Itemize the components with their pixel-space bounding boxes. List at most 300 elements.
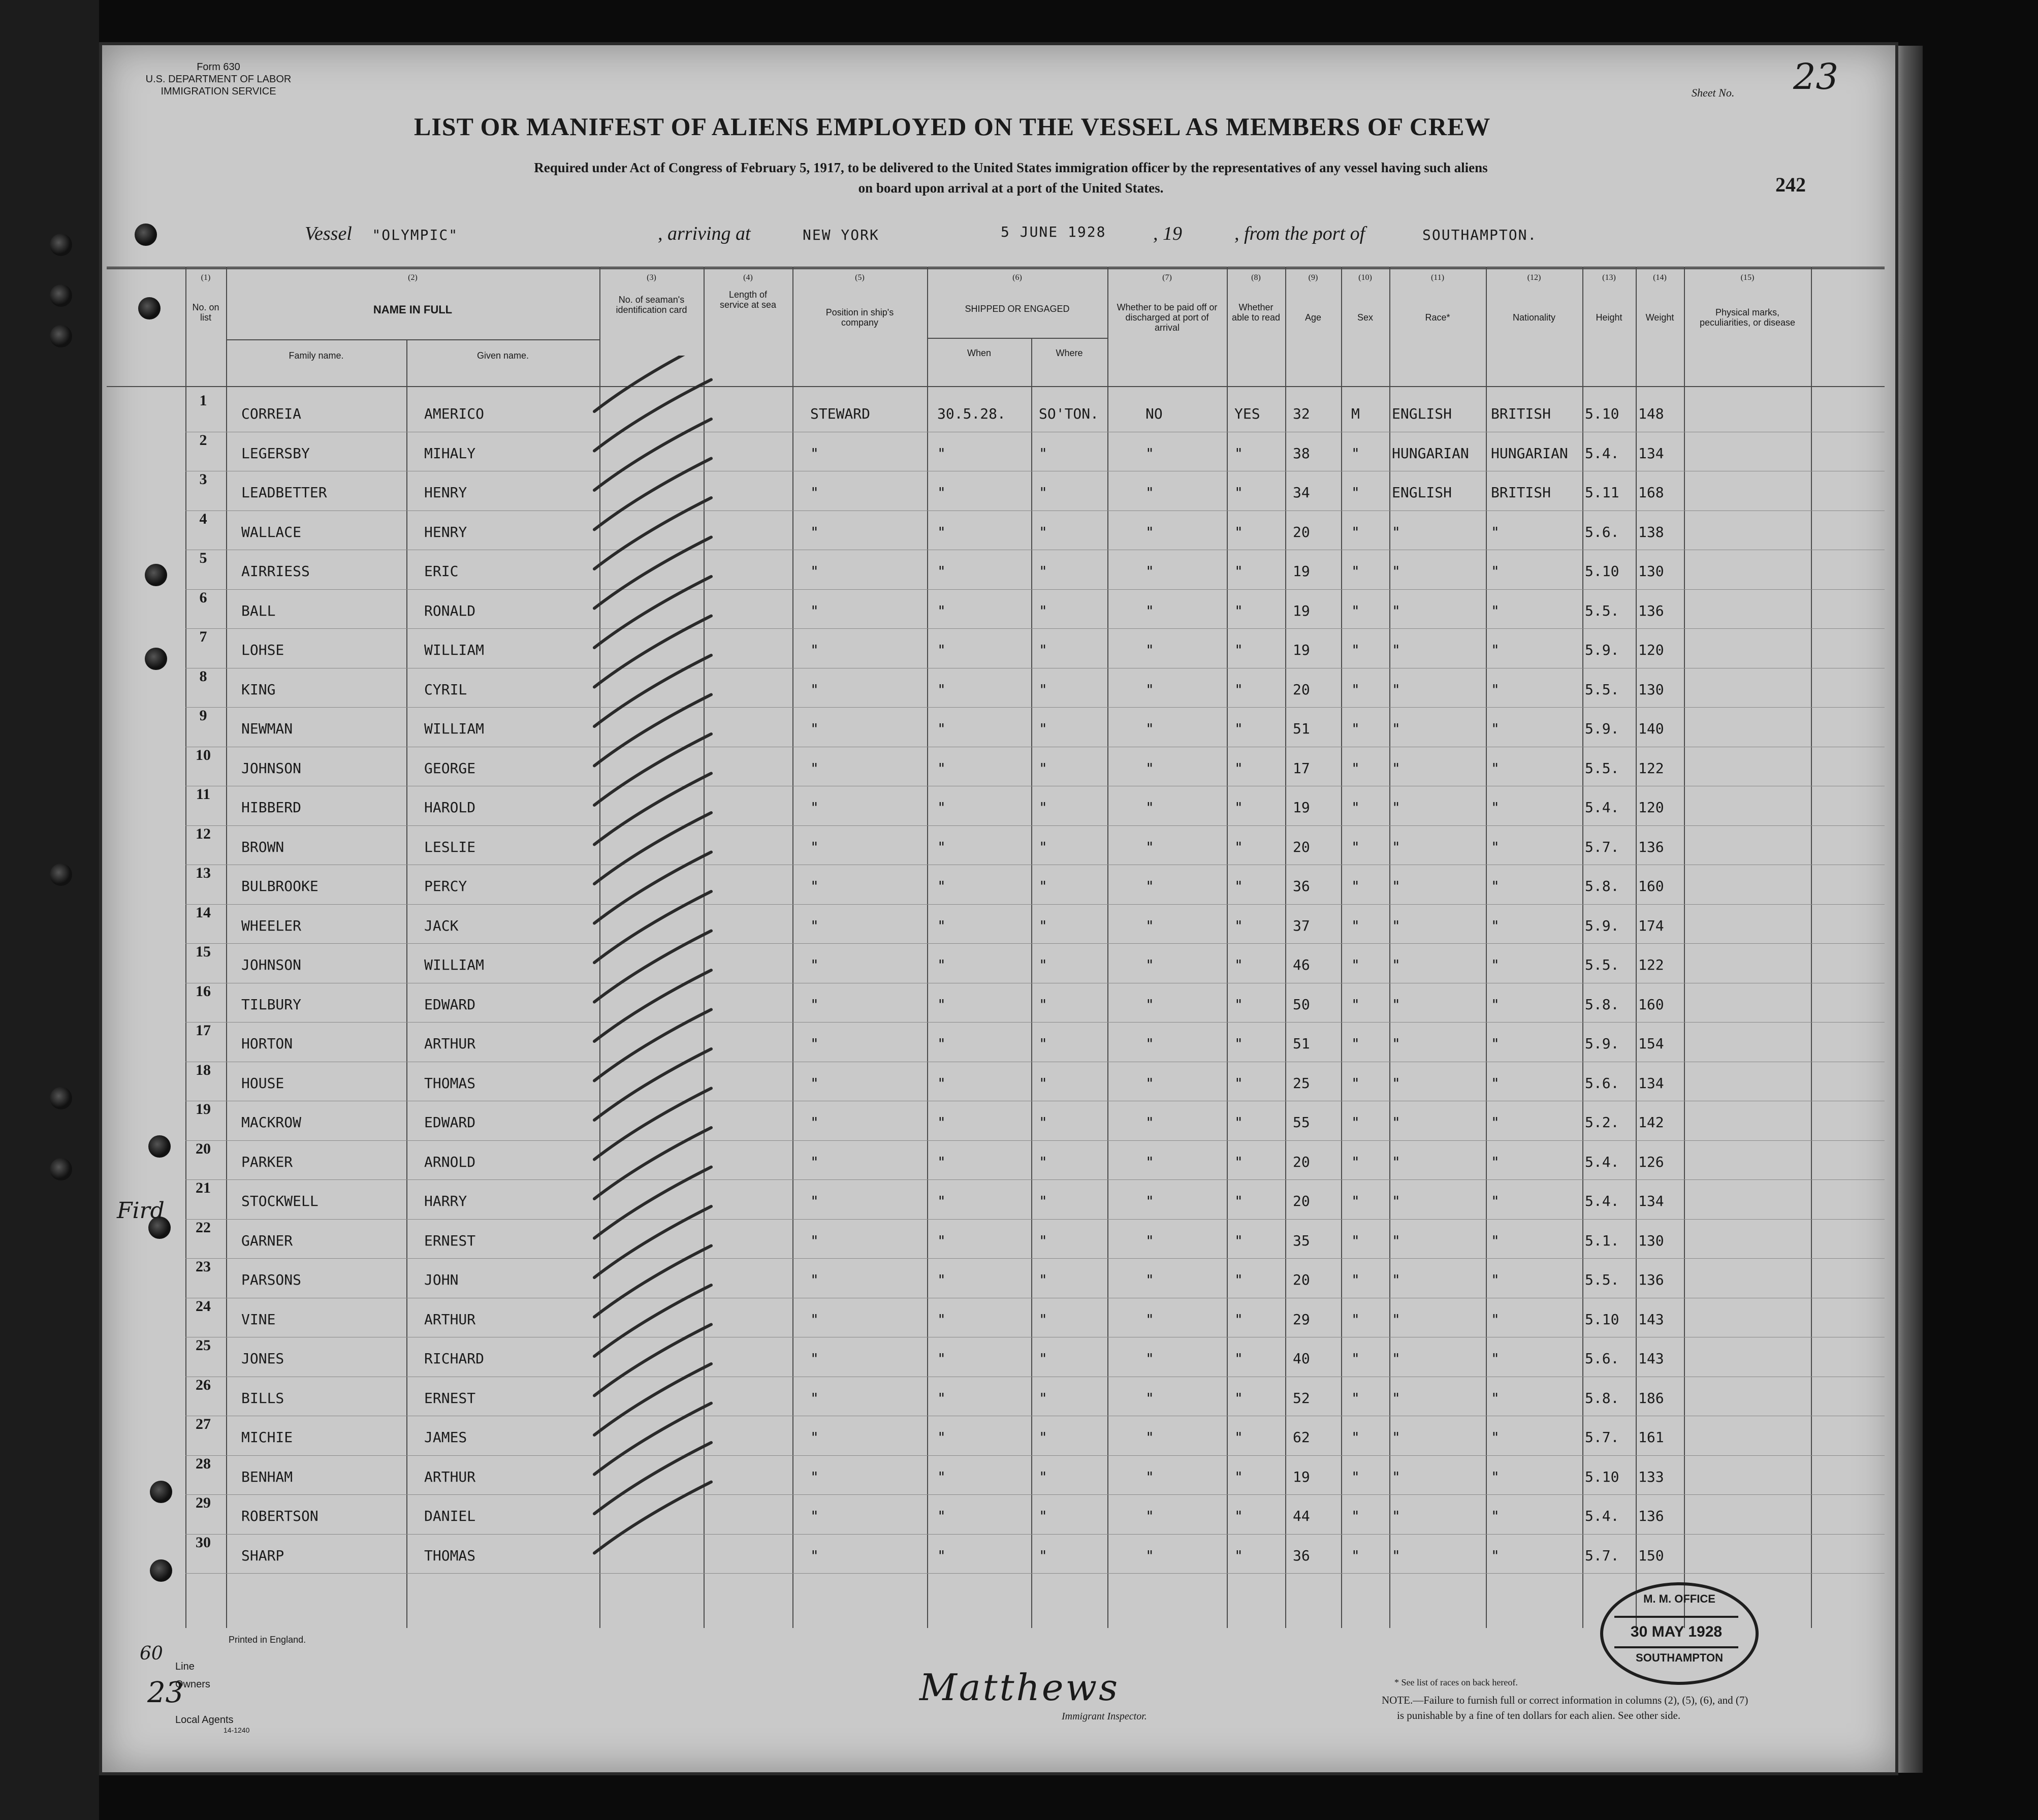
cell-when: " — [937, 1271, 946, 1288]
cell-age: 20 — [1293, 1153, 1310, 1170]
cell-position: " — [810, 563, 819, 580]
row-rule — [185, 1455, 1885, 1456]
cell-sex: " — [1351, 1311, 1360, 1328]
cell-weight: 120 — [1638, 799, 1664, 816]
cell-read: " — [1234, 1035, 1243, 1052]
cell-when: " — [937, 799, 946, 816]
col-head-paidoff: Whether to be paid off or discharged at port of arrival — [1117, 302, 1218, 333]
cell-family: HIBBERD — [241, 799, 302, 816]
cell-height: 5.9. — [1585, 917, 1619, 934]
cell-race: " — [1392, 1271, 1400, 1288]
cell-family: STOCKWELL — [241, 1193, 319, 1209]
cell-sex: " — [1351, 1153, 1360, 1170]
cell-height: 5.8. — [1585, 1389, 1619, 1407]
cell-nationality: " — [1491, 1311, 1500, 1328]
page-subtitle — [325, 157, 1697, 198]
cell-sex: " — [1351, 1547, 1360, 1564]
printed-in-note: Printed in England. — [229, 1635, 306, 1645]
cell-when: " — [937, 1350, 946, 1367]
cell-paid-off: " — [1145, 444, 1154, 462]
cell-nationality: BRITISH — [1491, 405, 1551, 422]
check-stroke — [594, 1443, 711, 1514]
cell-read: " — [1234, 1389, 1243, 1407]
cell-weight: 138 — [1638, 523, 1664, 540]
cell-when: " — [937, 917, 946, 934]
cell-nationality: " — [1491, 1468, 1500, 1485]
check-stroke — [594, 970, 711, 1041]
row-number: 7 — [199, 628, 207, 645]
row-rule — [185, 510, 1885, 511]
cell-given: HENRY — [424, 484, 467, 501]
subtitle-line-1: Required under Act of Congress of February 5, 1917, to be delivered to the United States immigration officer by the representatives of any vessel having such aliens — [534, 160, 1488, 175]
cell-given: JOHN — [424, 1271, 459, 1288]
binder-hole — [50, 1087, 72, 1109]
cell-sex: " — [1351, 1232, 1360, 1249]
col-head-read: Whether able to read — [1231, 302, 1281, 323]
cell-nationality: " — [1491, 523, 1500, 540]
cell-position: " — [810, 1153, 819, 1170]
cell-race: " — [1392, 838, 1400, 855]
cell-position: " — [810, 523, 819, 540]
cell-family: MICHIE — [241, 1429, 293, 1446]
check-stroke — [594, 1364, 711, 1435]
service-name: IMMIGRATION SERVICE — [161, 86, 276, 97]
cell-race: " — [1392, 563, 1400, 580]
cell-weight: 136 — [1638, 602, 1664, 619]
cell-height: 5.5. — [1585, 681, 1619, 698]
cell-when: " — [937, 956, 946, 973]
row-number: 29 — [196, 1494, 211, 1511]
cell-when: " — [937, 523, 946, 540]
cell-when: " — [937, 1547, 946, 1564]
cell-given: ARTHUR — [424, 1311, 476, 1328]
cell-given: LESLIE — [424, 838, 476, 855]
cell-paid-off: " — [1145, 1074, 1154, 1092]
row-number: 13 — [196, 865, 211, 881]
row-rule — [185, 904, 1885, 905]
binder-strip — [0, 0, 99, 1820]
cell-family: LOHSE — [241, 642, 284, 658]
cell-nationality: " — [1491, 563, 1500, 580]
cell-read: " — [1234, 917, 1243, 934]
cell-age: 40 — [1293, 1350, 1310, 1367]
cell-sex: " — [1351, 1035, 1360, 1052]
cell-race: " — [1392, 1074, 1400, 1092]
cell-given: THOMAS — [424, 1074, 476, 1092]
cell-read: " — [1234, 1153, 1243, 1170]
cell-read: " — [1234, 523, 1243, 540]
cell-weight: 136 — [1638, 1271, 1664, 1288]
cell-weight: 143 — [1638, 1311, 1664, 1328]
cell-when: " — [937, 1311, 946, 1328]
cell-age: 29 — [1293, 1311, 1310, 1328]
cell-where: " — [1039, 917, 1047, 934]
col-num-9: (9) — [1308, 273, 1318, 282]
cell-family: BENHAM — [241, 1468, 293, 1485]
cell-nationality: " — [1491, 1232, 1500, 1249]
binder-hole — [50, 325, 72, 347]
cell-sex: " — [1351, 1389, 1360, 1407]
cell-paid-off: " — [1145, 602, 1154, 619]
cell-paid-off: " — [1145, 917, 1154, 934]
cell-position: " — [810, 1350, 819, 1367]
cell-race: " — [1392, 1311, 1400, 1328]
cell-paid-off: " — [1145, 1547, 1154, 1564]
cell-where: " — [1039, 1389, 1047, 1407]
cell-race: " — [1392, 799, 1400, 816]
check-stroke — [594, 1010, 711, 1081]
col-head-weight: Weight — [1645, 312, 1674, 323]
cell-nationality: " — [1491, 1508, 1500, 1524]
cell-when: " — [937, 563, 946, 580]
cell-read: " — [1234, 1429, 1243, 1446]
col-head-family: Family name. — [289, 350, 344, 361]
row-number: 14 — [196, 904, 211, 921]
cell-paid-off: " — [1145, 1232, 1154, 1249]
cell-where: " — [1039, 759, 1047, 777]
cell-nationality: " — [1491, 1389, 1500, 1407]
cell-race: " — [1392, 681, 1400, 698]
binder-hole — [50, 284, 72, 307]
row-number: 5 — [199, 550, 207, 566]
arrival-port: NEW YORK — [803, 227, 879, 243]
cell-given: ARTHUR — [424, 1035, 476, 1052]
cell-paid-off: " — [1145, 1508, 1154, 1524]
row-rule — [185, 1534, 1885, 1535]
binder-hole — [50, 864, 72, 886]
cell-given: WILLIAM — [424, 956, 485, 973]
arriving-label: , arriving at — [658, 223, 751, 244]
cell-age: 44 — [1293, 1508, 1310, 1524]
page-title: LIST OR MANIFEST OF ALIENS EMPLOYED ON THE VESSEL AS MEMBERS OF CREW — [414, 112, 1491, 141]
row-rule — [185, 1494, 1885, 1495]
cell-position: " — [810, 681, 819, 698]
check-stroke — [594, 1049, 711, 1120]
cell-read: " — [1234, 602, 1243, 619]
check-stroke — [594, 498, 711, 569]
cell-position: " — [810, 720, 819, 737]
cell-sex: " — [1351, 917, 1360, 934]
sheet-number-label: Sheet No. — [1692, 86, 1735, 99]
cell-given: ERIC — [424, 563, 459, 580]
check-stroke — [594, 1089, 711, 1160]
col-num-15: (15) — [1740, 273, 1755, 282]
cell-where: " — [1039, 1035, 1047, 1052]
col-num-4: (4) — [743, 273, 753, 282]
department-name: U.S. DEPARTMENT OF LABOR — [145, 74, 292, 85]
check-stroke — [594, 1482, 711, 1553]
cell-race: " — [1392, 720, 1400, 737]
cell-nationality: " — [1491, 720, 1500, 737]
cell-read: " — [1234, 1114, 1243, 1131]
cell-family: ROBERTSON — [241, 1508, 319, 1524]
cell-family: WHEELER — [241, 917, 302, 934]
cell-given: EDWARD — [424, 1114, 476, 1131]
cell-when: " — [937, 1232, 946, 1249]
cell-paid-off: " — [1145, 563, 1154, 580]
cell-when: " — [937, 1389, 946, 1407]
note-line-1: NOTE.—Failure to furnish full or correct information in columns (2), (5), (6), and (7) — [1382, 1694, 1748, 1706]
cell-age: 51 — [1293, 1035, 1310, 1052]
cell-family: LEGERSBY — [241, 444, 310, 462]
cell-nationality: " — [1491, 878, 1500, 895]
row-number: 10 — [196, 746, 211, 763]
row-rule — [185, 1258, 1885, 1259]
cell-sex: " — [1351, 563, 1360, 580]
cell-weight: 174 — [1638, 917, 1664, 934]
col-num-7: (7) — [1162, 273, 1172, 282]
cell-family: CORREIA — [241, 405, 302, 422]
check-stroke — [594, 380, 711, 451]
cell-read: " — [1234, 1547, 1243, 1564]
row-number: 15 — [196, 943, 211, 960]
cell-nationality: " — [1491, 838, 1500, 855]
cell-where: " — [1039, 1350, 1047, 1367]
check-stroke — [594, 459, 711, 530]
col-head-age: Age — [1304, 312, 1322, 323]
cell-age: 36 — [1293, 1547, 1310, 1564]
cell-position: " — [810, 1547, 819, 1564]
cell-age: 32 — [1293, 405, 1310, 422]
margin-note: Fird — [117, 1198, 165, 1224]
cell-race: " — [1392, 523, 1400, 540]
vessel-label: Vessel — [305, 223, 352, 244]
row-rule — [185, 707, 1885, 708]
cell-weight: 130 — [1638, 681, 1664, 698]
cell-paid-off: " — [1145, 720, 1154, 737]
cell-height: 5.4. — [1585, 444, 1619, 462]
row-number: 4 — [199, 510, 207, 527]
cell-when: " — [937, 720, 946, 737]
cell-weight: 161 — [1638, 1429, 1664, 1446]
col-head-idcard: No. of seaman's identification card — [616, 295, 687, 315]
col-num-12: (12) — [1527, 273, 1541, 282]
cell-family: LEADBETTER — [241, 484, 327, 501]
pencil-check-marks — [584, 356, 762, 1585]
cell-weight: 134 — [1638, 1193, 1664, 1209]
check-stroke — [594, 1128, 711, 1199]
cell-sex: " — [1351, 720, 1360, 737]
cell-paid-off: " — [1145, 759, 1154, 777]
cell-where: " — [1039, 642, 1047, 658]
header-rule — [226, 339, 599, 340]
row-number: 3 — [199, 471, 207, 488]
check-stroke — [594, 616, 711, 687]
stamp-bottom-text: SOUTHAMPTON — [1636, 1651, 1723, 1664]
cell-sex: " — [1351, 1508, 1360, 1524]
cell-paid-off: " — [1145, 838, 1154, 855]
cell-position: " — [810, 1271, 819, 1288]
cell-position: " — [810, 1193, 819, 1209]
cell-position: " — [810, 642, 819, 658]
cell-read: " — [1234, 759, 1243, 777]
row-number: 11 — [196, 786, 211, 803]
cell-weight: 160 — [1638, 878, 1664, 895]
cell-position: " — [810, 444, 819, 462]
cell-race: " — [1392, 1389, 1400, 1407]
check-stroke — [594, 891, 711, 963]
row-number: 16 — [196, 982, 211, 1000]
cell-when: " — [937, 878, 946, 895]
row-number: 24 — [196, 1297, 211, 1315]
row-number: 19 — [196, 1101, 211, 1117]
cell-family: HOUSE — [241, 1074, 284, 1092]
cell-height: 5.1. — [1585, 1232, 1619, 1249]
form-number: Form 630 — [197, 61, 240, 73]
col-head-no: No. on list — [192, 302, 219, 323]
cell-given: THOMAS — [424, 1547, 476, 1564]
cell-race: " — [1392, 759, 1400, 777]
col-head-when: When — [967, 348, 992, 358]
col-head-given: Given name. — [476, 350, 529, 361]
cell-nationality: " — [1491, 642, 1500, 658]
cell-read: " — [1234, 681, 1243, 698]
cell-paid-off: " — [1145, 956, 1154, 973]
cell-weight: 134 — [1638, 1074, 1664, 1092]
cell-race: " — [1392, 1193, 1400, 1209]
row-number: 30 — [196, 1534, 211, 1551]
cell-given: WILLIAM — [424, 642, 485, 658]
cell-family: JONES — [241, 1350, 284, 1367]
cell-race: " — [1392, 917, 1400, 934]
cell-weight: 126 — [1638, 1153, 1664, 1170]
cell-given: CYRIL — [424, 681, 467, 698]
cell-family: AIRRIESS — [241, 563, 310, 580]
cell-weight: 148 — [1638, 405, 1664, 422]
cell-race: " — [1392, 996, 1400, 1013]
col-head-nationality: Nationality — [1512, 312, 1556, 323]
cell-age: 20 — [1293, 838, 1310, 855]
cell-race: " — [1392, 956, 1400, 973]
cell-family: BULBROOKE — [241, 878, 319, 895]
cell-height: 5.7. — [1585, 1429, 1619, 1446]
cell-height: 5.5. — [1585, 1271, 1619, 1288]
cell-where: " — [1039, 484, 1047, 501]
cell-where: " — [1039, 602, 1047, 619]
col-num-5: (5) — [855, 273, 865, 282]
cell-given: JACK — [424, 917, 459, 934]
cell-age: 19 — [1293, 602, 1310, 619]
row-rule — [185, 1573, 1885, 1574]
arrival-date: 5 JUNE 1928 — [1001, 223, 1106, 240]
cell-family: JOHNSON — [241, 956, 302, 973]
cell-nationality: " — [1491, 681, 1500, 698]
cell-read: " — [1234, 838, 1243, 855]
check-stroke — [594, 537, 711, 609]
cell-nationality: BRITISH — [1491, 484, 1551, 501]
cell-race: ENGLISH — [1392, 405, 1452, 422]
cell-age: 20 — [1293, 523, 1310, 540]
check-stroke — [594, 1206, 711, 1278]
row-rule — [185, 943, 1885, 944]
cell-sex: " — [1351, 996, 1360, 1013]
cell-paid-off: " — [1145, 484, 1154, 501]
cell-nationality: HUNGARIAN — [1491, 444, 1568, 462]
cell-height: 5.6. — [1585, 1350, 1619, 1367]
cell-family: SHARP — [241, 1547, 284, 1564]
cell-read: " — [1234, 444, 1243, 462]
col-divider — [406, 340, 407, 1628]
cell-sex: " — [1351, 642, 1360, 658]
col-num-10: (10) — [1358, 273, 1372, 282]
cell-race: " — [1392, 1232, 1400, 1249]
check-stroke — [594, 419, 711, 490]
cell-where: " — [1039, 681, 1047, 698]
cell-height: 5.10 — [1585, 1311, 1619, 1328]
cell-given: GEORGE — [424, 759, 476, 777]
cell-where: " — [1039, 956, 1047, 973]
cell-nationality: " — [1491, 996, 1500, 1013]
cell-age: 36 — [1293, 878, 1310, 895]
cell-height: 5.4. — [1585, 1153, 1619, 1170]
cell-when: " — [937, 484, 946, 501]
cell-position: " — [810, 996, 819, 1013]
check-stroke — [594, 655, 711, 726]
cell-where: " — [1039, 1114, 1047, 1131]
cell-weight: 136 — [1638, 838, 1664, 855]
cell-family: HORTON — [241, 1035, 293, 1052]
cell-where: " — [1039, 878, 1047, 895]
cell-weight: 143 — [1638, 1350, 1664, 1367]
cell-when: " — [937, 1468, 946, 1485]
cell-when: " — [937, 759, 946, 777]
check-stroke — [594, 356, 711, 411]
row-rule — [185, 1179, 1885, 1180]
cell-read: " — [1234, 1508, 1243, 1524]
check-stroke — [594, 734, 711, 805]
cell-given: WILLIAM — [424, 720, 485, 737]
cell-read: " — [1234, 1311, 1243, 1328]
row-number: 6 — [199, 589, 207, 606]
cell-paid-off: " — [1145, 1429, 1154, 1446]
cell-position: " — [810, 838, 819, 855]
header-rule — [927, 338, 1107, 339]
cell-position: " — [810, 956, 819, 973]
cell-read: " — [1234, 1232, 1243, 1249]
cell-race: " — [1392, 642, 1400, 658]
cell-given: ARTHUR — [424, 1468, 476, 1485]
row-number: 9 — [199, 707, 207, 724]
cell-read: YES — [1234, 405, 1260, 422]
cell-height: 5.10 — [1585, 563, 1619, 580]
cell-nationality: " — [1491, 1547, 1500, 1564]
subtitle-line-2: on board upon arrival at a port of the United States. — [858, 180, 1164, 196]
cell-sex: " — [1351, 602, 1360, 619]
cell-race: " — [1392, 1429, 1400, 1446]
cell-height: 5.10 — [1585, 405, 1619, 422]
cell-age: 37 — [1293, 917, 1310, 934]
cell-position: " — [810, 799, 819, 816]
cell-sex: " — [1351, 956, 1360, 973]
cell-given: ERNEST — [424, 1389, 476, 1407]
cell-paid-off: " — [1145, 996, 1154, 1013]
cell-when: " — [937, 996, 946, 1013]
cell-age: 51 — [1293, 720, 1310, 737]
cell-where: " — [1039, 1468, 1047, 1485]
cell-where: " — [1039, 1153, 1047, 1170]
cell-height: 5.4. — [1585, 799, 1619, 816]
cell-weight: 134 — [1638, 444, 1664, 462]
cell-age: 17 — [1293, 759, 1310, 777]
cell-height: 5.10 — [1585, 1468, 1619, 1485]
cell-when: " — [937, 1429, 946, 1446]
cell-height: 5.11 — [1585, 484, 1619, 501]
cell-given: HENRY — [424, 523, 467, 540]
cell-given: HARRY — [424, 1193, 467, 1209]
cell-paid-off: " — [1145, 1271, 1154, 1288]
cell-when: " — [937, 1193, 946, 1209]
cell-family: TILBURY — [241, 996, 302, 1013]
